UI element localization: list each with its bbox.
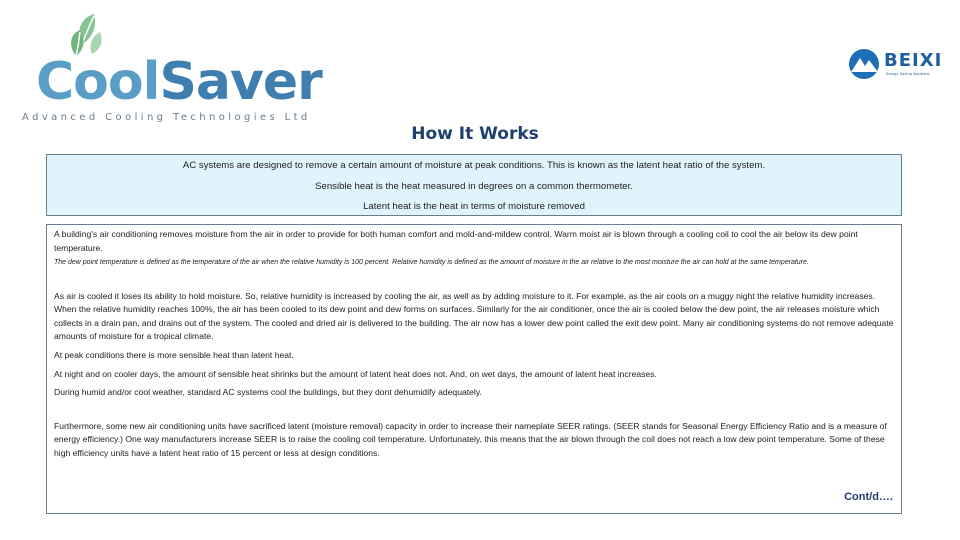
logo-saver: Saver	[159, 52, 322, 112]
summary-line-1: AC systems are designed to remove a certain amount of moisture at peak conditions. This is known as the latent heat ratio of the system.	[182, 160, 766, 171]
beixi-logo	[848, 48, 958, 80]
summary-line-2: Sensible heat is the heat measured in degrees on a common thermometer.	[315, 181, 633, 192]
page-title: How It Works	[411, 124, 539, 144]
partner-tagline: Energy Saving Solutions	[886, 72, 930, 76]
continued-link[interactable]: Cont/d….	[844, 491, 893, 504]
summary-box	[46, 154, 902, 216]
paragraph-peak-conditions: At peak conditions there is more sensible heat than latent heat.	[54, 350, 294, 361]
paragraph-air-conditioning: A building's air conditioning removes moisture from the air in order to provide for both human comfort and mold-and-mildew control. Warm moist air is blown through a cooling coil to cool the air below its dew point temperature.	[54, 229, 858, 253]
partner-name: BEIXI	[884, 50, 943, 71]
company-tagline: Advanced Cooling Technologies Ltd	[22, 112, 311, 123]
paragraph-seer-ratings: Furthermore, some new air conditioning units have sacrificed latent (moisture removal) capacity in order to increase their nameplate SEER ratings. (SEER stands for Seasonal Energy Efficiency Ratio and is a measure of energy efficiency.) One way manufacturers increase SEER is to raise the cooling coil temperature. Unfortunately, this means that the air blown through the coil does not reach a low dew point temperature. Some of these high efficiency units have a latent heat ratio of 15 percent or less at design conditions.	[54, 420, 887, 459]
paragraph-dew-point-definition: The dew point temperature is defined as the temperature of the air when the relative humidity is 100 percent. Relative humidity is defined as the amount of moisture in the air relative to the most moisture the air can hold at the same temperature.	[54, 259, 809, 267]
beixi-mountain-icon	[848, 48, 882, 80]
explanation-box	[46, 224, 902, 514]
paragraph-humid-weather: During humid and/or cool weather, standard AC systems cool the buildings, but they dont dehumidify adequately.	[54, 387, 482, 398]
summary-line-3: Latent heat is the heat in terms of moisture removed	[363, 201, 585, 212]
paragraph-night-conditions: At night and on cooler days, the amount of sensible heat shrinks but the amount of latent heat does not. And, on wet days, the amount of latent heat increases.	[54, 368, 657, 379]
paragraph-cooling-process: As air is cooled it loses its ability to hold moisture. So, relative humidity is increased by cooling the air, as well as by adding moisture to it. For example, as the air cools on a muggy night the relative humidity increases. When the relative humidity reaches 100%, the air has been cooled to its dew point and dew forms on surfaces. Similarly for the air conditioner, once the air is cooled below the dew point, the air releases moisture which collects in a drain pan, and drains out of the system. The cooled and dried air is delivered to the building. The air now has a lower dew point called the exit dew point. Many air conditioning systems do not remove adequate amounts of moisture for a tropical climate.	[54, 290, 894, 342]
logo-cool: Cool	[36, 52, 160, 112]
coolsaver-logo	[36, 10, 322, 112]
logo-wordmark	[36, 52, 322, 112]
